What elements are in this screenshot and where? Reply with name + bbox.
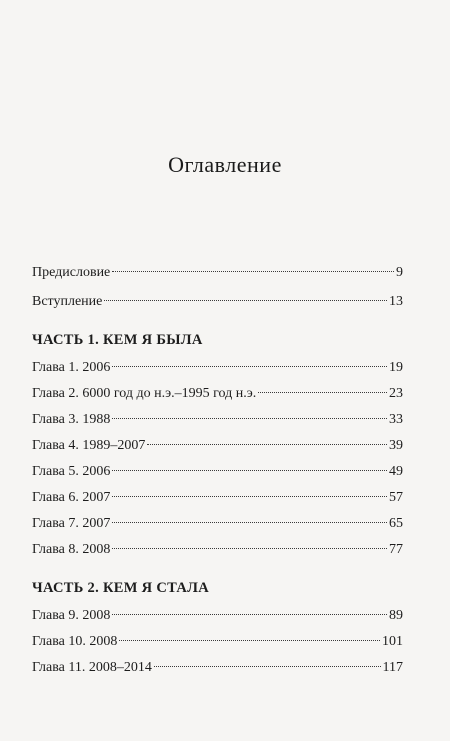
- toc-entry-introduction: [32, 293, 403, 311]
- toc-entry-page: 89: [389, 608, 403, 623]
- toc-entry-label: Глава 8. 2008: [32, 542, 111, 557]
- toc-entry-label: Глава 6. 2007: [32, 490, 111, 505]
- toc-entry-preface: [32, 264, 403, 282]
- toc-entry-page: 19: [389, 360, 403, 375]
- toc-entry-chapter-4: [32, 437, 403, 455]
- toc-entry-chapter-9: [32, 607, 403, 625]
- toc-entry-label: Вступление: [32, 294, 103, 309]
- dot-leader: [112, 548, 387, 549]
- dot-leader: [112, 470, 387, 471]
- dot-leader: [147, 444, 387, 445]
- toc-entry-label: Глава 5. 2006: [32, 464, 111, 479]
- toc-entry-chapter-10: [32, 633, 403, 651]
- toc-entry-chapter-3: [32, 411, 403, 429]
- dot-leader: [112, 614, 387, 615]
- toc-entry-page: 101: [382, 634, 403, 649]
- dot-leader: [112, 496, 387, 497]
- dot-leader: [119, 640, 380, 641]
- toc-entry-chapter-11: [32, 659, 403, 677]
- part-1-heading: ЧАСТЬ 1. КЕМ Я БЫЛА: [32, 332, 203, 348]
- toc-entry-chapter-1: [32, 359, 403, 377]
- dot-leader: [112, 366, 387, 367]
- toc-entry-page: 117: [382, 660, 403, 675]
- toc-entry-chapter-7: [32, 515, 403, 533]
- toc-entry-page: 49: [389, 464, 403, 479]
- toc-title: Оглавление: [168, 152, 282, 177]
- toc-entry-chapter-5: [32, 463, 403, 481]
- toc-entry-page: 13: [389, 294, 403, 309]
- toc-entry-label: Глава 4. 1989–2007: [32, 438, 146, 453]
- toc-entry-label: Предисловие: [32, 265, 111, 280]
- part-2-heading: ЧАСТЬ 2. КЕМ Я СТАЛА: [32, 580, 210, 596]
- toc-entry-page: 33: [389, 412, 403, 427]
- toc-entry-page: 9: [396, 265, 403, 280]
- toc-entry-label: Глава 10. 2008: [32, 634, 118, 649]
- dot-leader: [104, 300, 387, 301]
- toc-entry-chapter-8: [32, 541, 403, 559]
- toc-entry-label: Глава 3. 1988: [32, 412, 111, 427]
- toc-entry-chapter-6: [32, 489, 403, 507]
- toc-entry-page: 39: [389, 438, 403, 453]
- toc-entry-label: Глава 9. 2008: [32, 608, 111, 623]
- toc-entry-label: Глава 11. 2008–2014: [32, 660, 152, 675]
- toc-entry-label: Глава 7. 2007: [32, 516, 111, 531]
- toc-entry-page: 57: [389, 490, 403, 505]
- toc-entry-label: Глава 1. 2006: [32, 360, 111, 375]
- toc-entry-label: Глава 2. 6000 год до н.э.–1995 год н.э.: [32, 386, 257, 401]
- toc-entry-page: 77: [389, 542, 403, 557]
- toc-entry-page: 65: [389, 516, 403, 531]
- dot-leader: [258, 392, 387, 393]
- dot-leader: [112, 418, 387, 419]
- dot-leader: [112, 522, 387, 523]
- dot-leader: [154, 666, 381, 667]
- toc-entry-page: 23: [389, 386, 403, 401]
- toc-entry-chapter-2: [32, 385, 403, 403]
- dot-leader: [112, 271, 394, 272]
